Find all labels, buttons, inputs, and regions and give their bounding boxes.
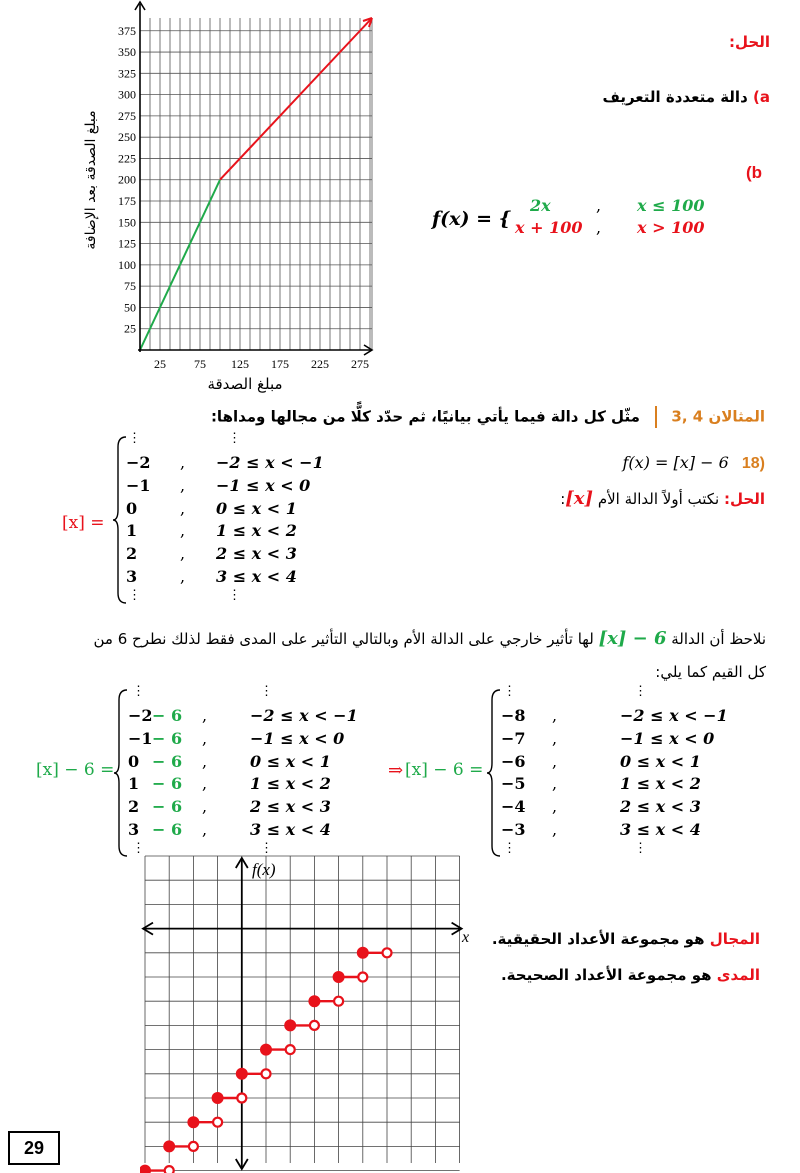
result-row-cond: 0 ≤ x < 1 — [620, 751, 701, 771]
piecewise-f-row1-cond: x ≤ 100 — [637, 196, 705, 215]
shifted-row-minus6: − 6 — [152, 751, 183, 771]
chart-series — [140, 18, 372, 350]
shifted-row-minus6: − 6 — [152, 820, 183, 839]
result-row-cond: 1 ≤ x < 2 — [620, 774, 701, 794]
piecewise-f-row1-expr: 2x — [530, 196, 551, 215]
exercise-18-expr: f(x) = [x] − 6 — [622, 453, 729, 472]
result-row-value: −4 — [501, 797, 526, 817]
series-line-2 — [220, 18, 372, 180]
parent-row-sep: , — [180, 567, 186, 586]
part-a-text: دالة متعددة التعريف — [602, 88, 748, 106]
shifted-row-sep: , — [202, 728, 208, 748]
parent-row-cond: 2 ≤ x < 3 — [216, 544, 297, 564]
shifted-row-minus6: − 6 — [152, 797, 183, 817]
closed-dot — [140, 1166, 150, 1173]
result-row-value: −5 — [501, 774, 526, 794]
chart-x-ticks — [154, 357, 369, 371]
parent-row-cond: 0 ≤ x < 1 — [216, 498, 297, 518]
piecewise-f-row2-sep: , — [596, 218, 602, 237]
shifted-row-cond: −2 ≤ x < −1 — [250, 706, 358, 725]
open-dot — [383, 948, 392, 957]
shifted-row-value: 0 — [128, 751, 140, 771]
piecewise-f-row1-sep: , — [596, 196, 602, 215]
note-line1-pre: نلاحظ أن الدالة — [671, 630, 766, 648]
closed-dot — [309, 996, 319, 1006]
dots-bottom-cond2: ⋮ — [634, 840, 647, 856]
dots-top-res: ⋮ — [503, 684, 516, 699]
shifted-row-cond: 2 ≤ x < 3 — [250, 797, 331, 817]
result-row-value: −8 — [501, 706, 526, 725]
shifted-fn-brace-2 — [486, 688, 502, 858]
shifted-row-sep: , — [202, 774, 208, 794]
shifted-row-cond: −1 ≤ x < 0 — [250, 728, 345, 748]
x-tick-label: 75 — [194, 357, 206, 371]
result-row-value: −6 — [501, 751, 526, 771]
dots-top-cond: ⋮ — [228, 431, 241, 446]
shifted-row-cond: 0 ≤ x < 1 — [250, 751, 331, 771]
result-row-sep: , — [552, 751, 558, 771]
open-dot — [334, 997, 343, 1006]
solution-label: الحل: — [729, 33, 770, 51]
result-row-cond: 3 ≤ x < 4 — [620, 820, 701, 839]
exercise-18-number: 18) — [741, 455, 765, 472]
solution-parent-colon: : — [560, 490, 566, 508]
y-tick-label: 150 — [118, 215, 136, 230]
parent-row-cond: −1 ≤ x < 0 — [216, 475, 311, 495]
parent-row-sep: , — [180, 475, 186, 495]
shifted-row-sep: , — [202, 820, 208, 839]
domain-text: هو مجموعة الأعداد الحقيقية. — [491, 930, 705, 948]
dots-top-cond: ⋮ — [260, 684, 273, 699]
parent-row-cond: 1 ≤ x < 2 — [216, 521, 297, 541]
result-row-sep: , — [552, 774, 558, 794]
parent-row-sep: , — [180, 521, 186, 541]
examples-label: المثالان 4 ,3 — [671, 407, 765, 426]
result-row-cond: −1 ≤ x < 0 — [620, 728, 715, 748]
parent-row-value: −1 — [126, 475, 151, 495]
x-tick-label: 125 — [231, 357, 249, 371]
parent-row-value: 1 — [126, 521, 138, 541]
parent-fn-lhs: [x] = — [62, 513, 105, 533]
shifted-row-minus6: − 6 — [152, 706, 183, 725]
note-line1-fn: [x] − 6 — [598, 628, 667, 649]
step-x-axis-label: x — [462, 929, 470, 946]
parent-row-value: 0 — [126, 498, 138, 518]
closed-dot — [334, 972, 344, 982]
range-text: هو مجموعة الأعداد الصحيحة. — [500, 966, 712, 984]
parent-row-cond: 3 ≤ x < 4 — [216, 567, 297, 586]
result-row-sep: , — [552, 706, 558, 725]
y-tick-label: 200 — [118, 172, 136, 187]
note-paragraph — [26, 628, 766, 681]
dots-bottom-val: ⋮ — [128, 587, 141, 603]
shifted-fn-brace-1 — [113, 688, 129, 858]
x-tick-label: 25 — [154, 357, 166, 371]
step-y-axis-label: f(x) — [252, 860, 276, 879]
donation-chart — [55, 0, 385, 395]
open-dot — [358, 973, 367, 982]
step-function-graph — [140, 853, 470, 1173]
range-statement — [501, 966, 760, 984]
open-dot — [213, 1118, 222, 1127]
shifted-row-value: −1 — [128, 728, 153, 748]
result-row-sep: , — [552, 797, 558, 817]
parent-row-sep: , — [180, 498, 186, 518]
shifted-row-sep: , — [202, 706, 208, 725]
dots-top-val: ⋮ — [128, 431, 141, 446]
y-tick-label: 25 — [124, 321, 136, 336]
shifted-row-sep: , — [202, 751, 208, 771]
examples-text: مثّل كل دالة فيما يأتي بيانيًا، ثم حدّد كلًّا من مجالها ومداها: — [210, 407, 640, 426]
exercise-18 — [623, 453, 766, 473]
open-dot — [165, 1166, 174, 1173]
parent-row-sep: , — [180, 544, 186, 564]
domain-label: المجال — [709, 930, 760, 948]
shifted-row-cond: 1 ≤ x < 2 — [250, 774, 331, 794]
implies-arrow: ⇒ — [388, 760, 404, 781]
note-line-2: كل القيم كما يلي: — [655, 663, 766, 681]
dots-bottom-cond: ⋮ — [228, 587, 241, 603]
closed-dot — [261, 1045, 271, 1055]
parent-row-value: 3 — [126, 567, 138, 586]
note-line1-post: لها تأثير خارجي على الدالة الأم وبالتالي التأثير على المدى فقط لذلك نطرح 6 من — [93, 630, 594, 648]
dots-bottom-cond: ⋮ — [260, 840, 273, 856]
chart-y-ticks — [118, 24, 136, 336]
result-row-value: −7 — [501, 728, 526, 748]
dots-bottom-val: ⋮ — [132, 840, 145, 856]
shifted-row-value: −2 — [128, 706, 153, 725]
closed-dot — [237, 1069, 247, 1079]
solution-parent-label: الحل: — [724, 490, 765, 508]
part-b-letter: (b — [745, 163, 762, 182]
piecewise-f-row2-expr: x + 100 — [515, 218, 583, 237]
result-row-cond: −2 ≤ x < −1 — [620, 706, 728, 725]
open-dot — [286, 1045, 295, 1054]
open-dot — [262, 1069, 271, 1078]
shifted-fn-lhs-2: [x] − 6 = — [405, 760, 484, 780]
closed-dot — [358, 948, 368, 958]
examples-header — [211, 406, 765, 428]
closed-dot — [285, 1020, 295, 1030]
parent-row-cond: −2 ≤ x < −1 — [216, 453, 324, 472]
y-tick-label: 350 — [118, 45, 136, 60]
piecewise-f-row2-cond: x > 100 — [637, 218, 705, 237]
shifted-row-minus6: − 6 — [152, 774, 183, 794]
result-row-cond: 2 ≤ x < 3 — [620, 797, 701, 817]
result-row-sep: , — [552, 820, 558, 839]
y-tick-label: 250 — [118, 130, 136, 145]
result-row-sep: , — [552, 728, 558, 748]
part-a-letter: a) — [753, 88, 770, 106]
y-tick-label: 100 — [118, 257, 136, 272]
solution-parent-fn: [x] — [565, 488, 594, 509]
y-tick-label: 50 — [124, 300, 136, 315]
range-label: المدى — [716, 966, 760, 984]
examples-divider — [655, 406, 657, 428]
part-a — [602, 88, 770, 106]
y-tick-label: 275 — [118, 108, 136, 123]
y-tick-label: 175 — [118, 194, 136, 209]
note-line-1 — [26, 628, 766, 649]
y-tick-label: 325 — [118, 66, 136, 81]
open-dot — [237, 1094, 246, 1103]
parent-row-sep: , — [180, 453, 186, 472]
parent-row-value: 2 — [126, 544, 138, 564]
chart-y-label: مبلغ الصدقة بعد الإضافة — [83, 110, 99, 250]
closed-dot — [188, 1117, 198, 1127]
y-tick-label: 300 — [118, 87, 136, 102]
y-tick-label: 375 — [118, 23, 136, 38]
closed-dot — [164, 1141, 174, 1151]
chart-grid — [140, 18, 372, 350]
y-tick-label: 125 — [118, 236, 136, 251]
open-dot — [310, 1021, 319, 1030]
shifted-row-cond: 3 ≤ x < 4 — [250, 820, 331, 839]
result-row-value: −3 — [501, 820, 526, 839]
closed-dot — [213, 1093, 223, 1103]
domain-statement — [492, 930, 760, 948]
page-number: 29 — [8, 1131, 60, 1165]
y-tick-label: 75 — [124, 279, 136, 294]
parent-row-value: −2 — [126, 453, 151, 472]
dots-top-val: ⋮ — [132, 684, 145, 699]
shifted-row-sep: , — [202, 797, 208, 817]
piecewise-f-lhs: f(x) = { — [432, 208, 511, 230]
solution-parent-text: نكتب أولاً الدالة الأم — [597, 490, 720, 508]
shifted-fn-lhs-1: [x] − 6 = — [36, 760, 115, 780]
solution-parent — [560, 488, 765, 509]
dots-top-cond2: ⋮ — [634, 684, 647, 699]
x-tick-label: 175 — [271, 357, 289, 371]
open-dot — [189, 1142, 198, 1151]
shifted-row-value: 2 — [128, 797, 140, 817]
shifted-row-value: 1 — [128, 774, 140, 794]
chart-x-label: مبلغ الصدقة — [207, 375, 283, 393]
shifted-row-value: 3 — [128, 820, 140, 839]
shifted-row-minus6: − 6 — [152, 728, 183, 748]
y-tick-label: 225 — [118, 151, 136, 166]
dots-bottom-res: ⋮ — [503, 840, 516, 856]
x-tick-label: 275 — [351, 357, 369, 371]
x-tick-label: 225 — [311, 357, 329, 371]
